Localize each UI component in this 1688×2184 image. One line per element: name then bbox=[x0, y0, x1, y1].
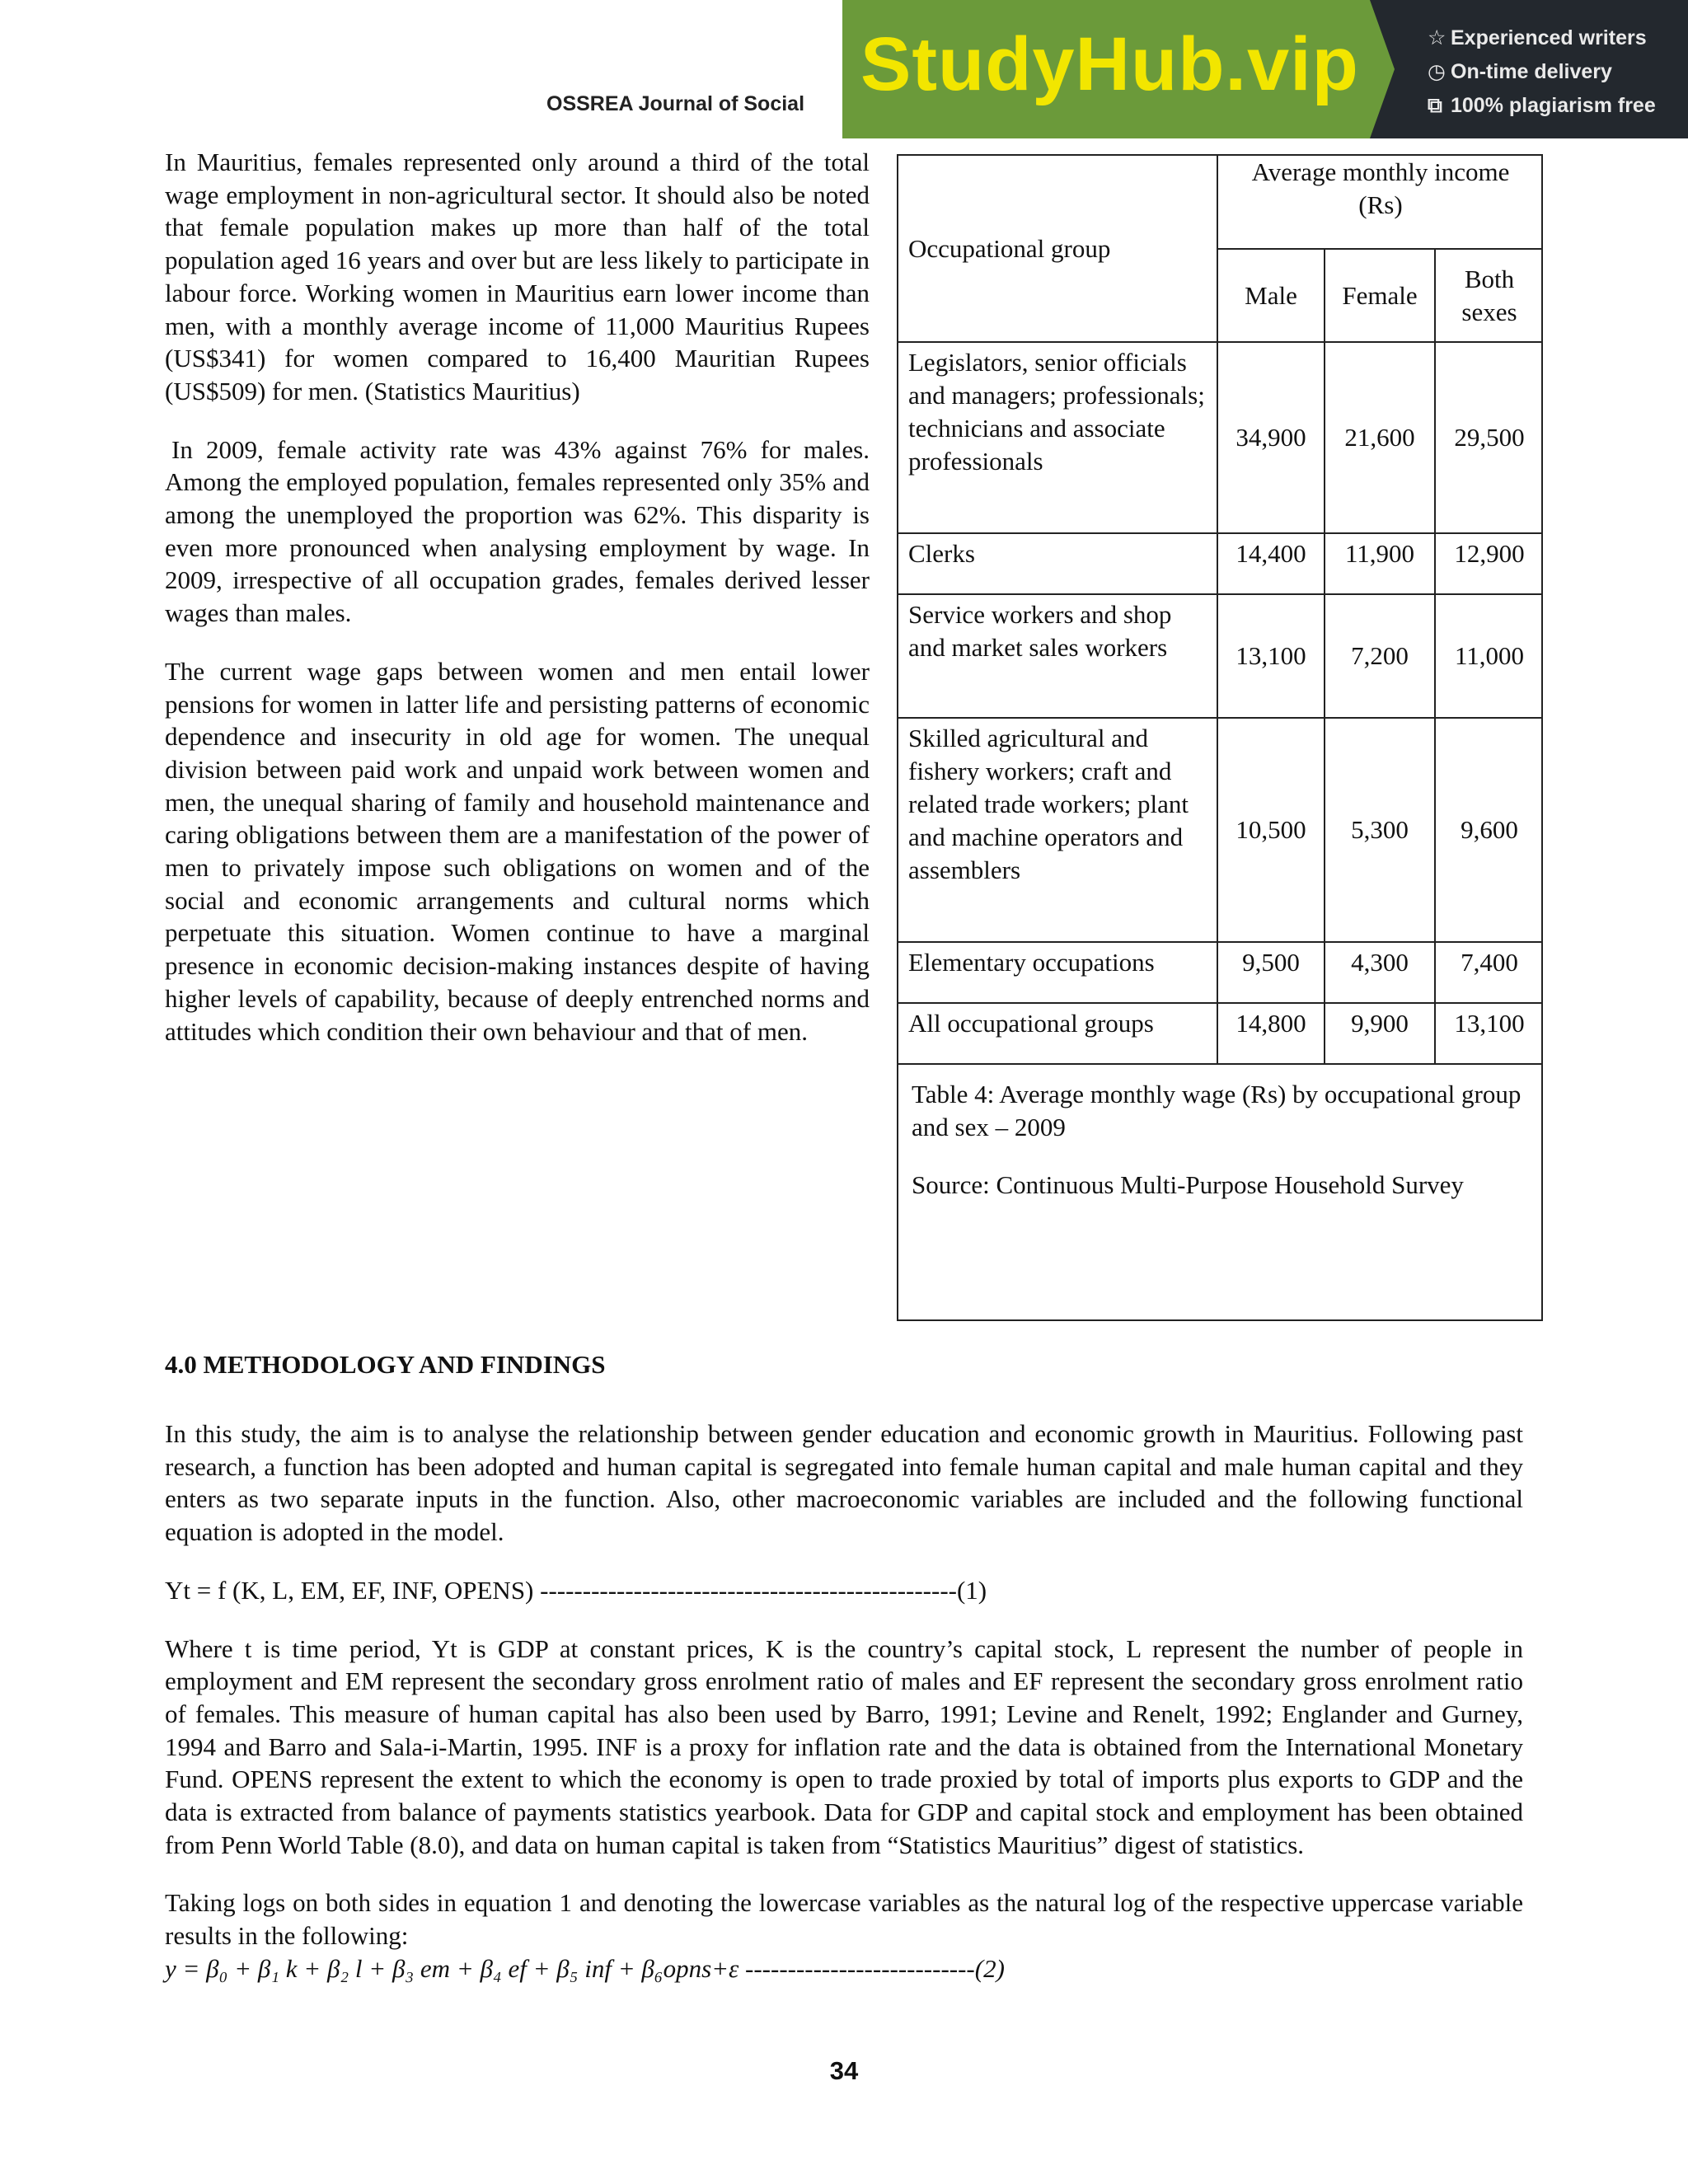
banner-feature bbox=[1428, 89, 1688, 123]
methodology-text bbox=[165, 1418, 1523, 1985]
banner-feature bbox=[1428, 55, 1688, 89]
wage-table bbox=[898, 156, 1543, 1065]
banner-feature-label: Experienced writers bbox=[1451, 26, 1647, 49]
row-both: 11,000 bbox=[1435, 594, 1543, 718]
paragraph: Taking logs on both sides in equation 1 and denoting the lowercase variables as the natural log of the respective uppercase variable results in the following: bbox=[165, 1888, 1523, 1951]
row-group: Legislators, senior officials and managers; professionals; technicians and associate professionals bbox=[898, 342, 1217, 533]
row-male: 13,100 bbox=[1217, 594, 1325, 718]
row-male: 9,500 bbox=[1217, 942, 1325, 1003]
header-both-sexes: Both sexes bbox=[1435, 249, 1543, 342]
table-row bbox=[898, 942, 1543, 1003]
row-female: 9,900 bbox=[1325, 1003, 1435, 1064]
row-group: Elementary occupations bbox=[898, 942, 1217, 1003]
copy-icon: ⧉ bbox=[1428, 94, 1442, 117]
banner-feature-label: On-time delivery bbox=[1451, 60, 1612, 83]
row-female: 7,200 bbox=[1325, 594, 1435, 718]
equation-2: y = β₀ + β₁ k + β₂ l + β₃ em + β₄ ef + β₅ inf + β₆opns+ε ---------------------------(2) bbox=[165, 1953, 1005, 1983]
studyhub-banner[interactable] bbox=[842, 0, 1688, 138]
table-row bbox=[898, 718, 1543, 942]
row-both: 13,100 bbox=[1435, 1003, 1543, 1064]
row-group: Clerks bbox=[898, 533, 1217, 594]
row-female: 4,300 bbox=[1325, 942, 1435, 1003]
row-group: Skilled agricultural and fishery workers; craft and related trade workers; plant and machine operators and assemblers bbox=[898, 718, 1217, 942]
header-female: Female bbox=[1325, 249, 1435, 342]
table-row bbox=[898, 1003, 1543, 1064]
banner-feature bbox=[1428, 21, 1688, 55]
header-average-income: Average monthly income (Rs) bbox=[1217, 156, 1543, 249]
paragraph: In 2009, female activity rate was 43% against 76% for males. Among the employed population, females represented only 35% and among the unemployed the proportion was 62%. This disparity is even more pronounced when analysing employment by wage. In 2009, irrespective of all occupation grades, females derived lesser wages than males. bbox=[165, 434, 870, 628]
paragraph: Where t is time period, Yt is GDP at constant prices, K is the country’s capital stock, L represent the number of people in employment and EM represent the secondary gross enrolment ratio of males and EF represent the secondary gross enrolment ratio of females. This measure of human capital has also been used by Barro, 1991; Levine and Renelt, 1992; Englander and Gurney, 1994 and Barro and Sala-i-Martin, 1995. INF is a proxy for inflation rate and the data is obtained from the International Monetary Fund. OPENS represent the extent to which the economy is open to trade proxied by total of imports plus exports to GDP and the data is extracted from balance of payments statistics yearbook. Data for GDP and capital stock and employment has been obtained from Penn World Table (8.0), and data on human capital is taken from “Statistics Mauritius” digest of statistics. bbox=[165, 1633, 1523, 1859]
header-male: Male bbox=[1217, 249, 1325, 342]
star-icon: ☆ bbox=[1428, 26, 1447, 49]
row-female: 21,600 bbox=[1325, 342, 1435, 533]
journal-header: OSSREA Journal of Social bbox=[546, 92, 805, 115]
row-male: 34,900 bbox=[1217, 342, 1325, 533]
row-female: 11,900 bbox=[1325, 533, 1435, 594]
wage-table-box bbox=[897, 154, 1543, 1321]
table-caption-block bbox=[898, 1065, 1541, 1202]
paragraph: The current wage gaps between women and men entail lower pensions for women in latter life and persisting patterns of economic dependence and insecurity in old age for women. The unequal division between paid work and unpaid work between women and men, the unequal sharing of family and household maintenance and caring obligations between them are a manifestation of the power of men to privately impose such obligations on women and of the social and economic arrangements and cultural norms which perpetuate this situation. Women continue to have a marginal presence in economic decision-making instances despite of having higher levels of capability, because of deeply entrenched norms and attitudes which condition their own behaviour and that of men. bbox=[165, 656, 870, 1046]
banner-features bbox=[1370, 0, 1688, 138]
row-group: Service workers and shop and market sales workers bbox=[898, 594, 1217, 718]
paragraph: In Mauritius, females represented only around a third of the total wage employment in non-agricultural sector. It should also be noted that female population makes up more than half of the total population aged 16 years and over but are less likely to participate in labour force. Working women in Mauritius earn lower income than men, with a monthly average income of 11,000 Mauritius Rupees (US$341) for women compared to 16,400 Mauritian Rupees (US$509) for men. (Statistics Mauritius) bbox=[165, 148, 870, 405]
table-source: Source: Continuous Multi-Purpose Household Survey bbox=[912, 1170, 1464, 1199]
section-heading: 4.0 METHODOLOGY AND FINDINGS bbox=[165, 1350, 606, 1379]
row-both: 7,400 bbox=[1435, 942, 1543, 1003]
paragraph: In this study, the aim is to analyse the relationship between gender education and economic growth in Mauritius. Following past research, a function has been adopted and human capital is segregated into female human capital and male human capital and they enters as two separate inputs in the function. Also, other macroeconomic variables are included and the following functional equation is adopted in the model. bbox=[165, 1419, 1523, 1547]
row-both: 12,900 bbox=[1435, 533, 1543, 594]
table-row bbox=[898, 342, 1543, 533]
equation-1: Yt = f (K, L, EM, EF, INF, OPENS) -------------------------------------------------(1) bbox=[165, 1575, 987, 1605]
banner-feature-label: 100% plagiarism free bbox=[1451, 94, 1656, 117]
studyhub-logo[interactable]: StudyHub.vip bbox=[860, 22, 1359, 106]
row-male: 14,800 bbox=[1217, 1003, 1325, 1064]
clock-icon: ◷ bbox=[1428, 60, 1446, 83]
row-male: 14,400 bbox=[1217, 533, 1325, 594]
left-column-text bbox=[165, 146, 870, 1073]
banner-logo-panel[interactable] bbox=[842, 0, 1370, 138]
row-female: 5,300 bbox=[1325, 718, 1435, 942]
row-male: 10,500 bbox=[1217, 718, 1325, 942]
row-both: 9,600 bbox=[1435, 718, 1543, 942]
table-row bbox=[898, 594, 1543, 718]
row-both: 29,500 bbox=[1435, 342, 1543, 533]
row-group: All occupational groups bbox=[898, 1003, 1217, 1064]
table-caption: Table 4: Average monthly wage (Rs) by occupational group and sex – 2009 bbox=[912, 1080, 1522, 1141]
header-occupational-group: Occupational group bbox=[898, 156, 1217, 342]
page-number: 34 bbox=[829, 2056, 859, 2085]
table-row bbox=[898, 533, 1543, 594]
